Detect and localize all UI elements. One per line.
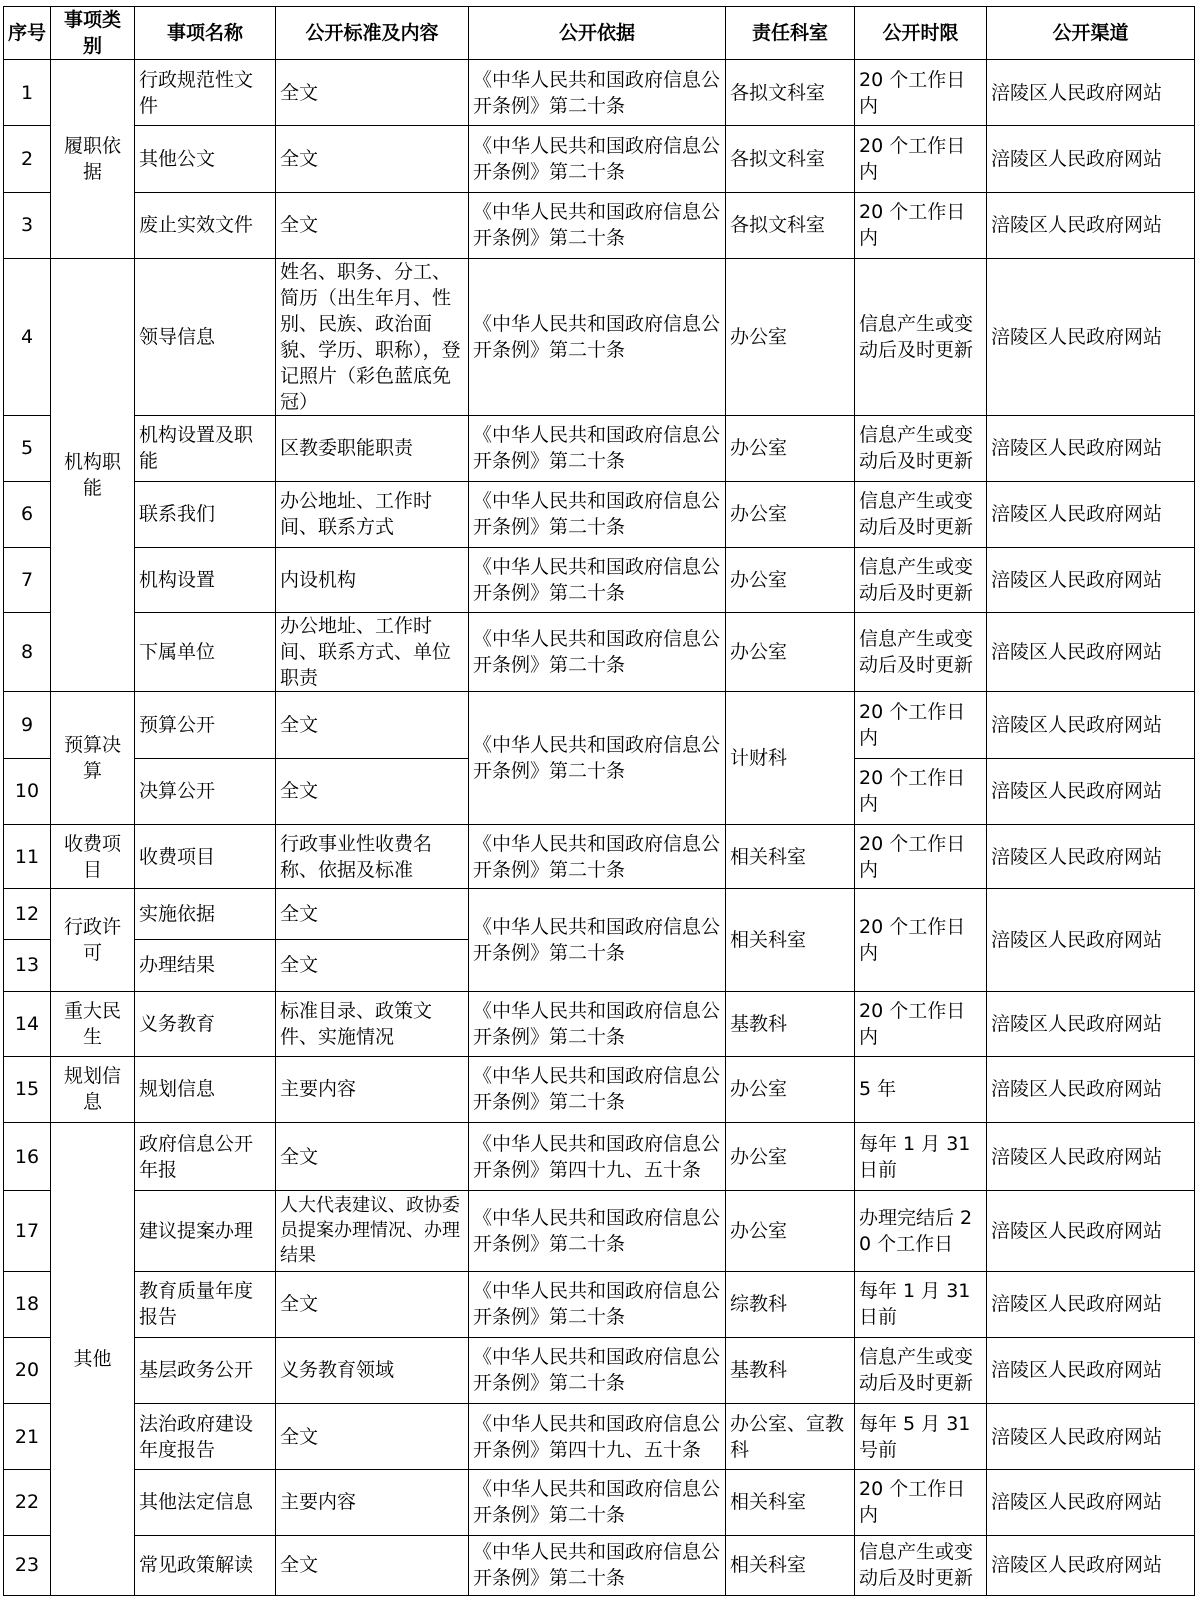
row-dept: 相关科室: [726, 1535, 855, 1595]
row-dept: 各拟文科室: [726, 192, 855, 258]
row-seq: 22: [4, 1470, 51, 1535]
row-item: 领导信息: [135, 258, 276, 416]
row-limit: 信息产生或变动后及时更新: [855, 416, 987, 481]
row-seq: 12: [4, 889, 51, 940]
row-dept: 办公室: [726, 547, 855, 612]
row-channel: 涪陵区人民政府网站: [987, 613, 1195, 692]
row-limit: 20 个工作日内: [855, 192, 987, 258]
row-basis: 《中华人民共和国政府信息公开条例》第二十条: [469, 889, 726, 991]
category-cell: 重大民生: [51, 991, 135, 1056]
row-item: 实施依据: [135, 889, 276, 940]
row-channel: 涪陵区人民政府网站: [987, 692, 1195, 758]
table-row: [4, 1123, 1195, 1191]
category-cell: 履职依据: [51, 60, 135, 259]
table-row: [4, 889, 1195, 940]
table-row: [4, 481, 1195, 547]
row-content: 全文: [276, 692, 469, 758]
row-content: 内设机构: [276, 547, 469, 612]
row-content: 主要内容: [276, 1056, 469, 1122]
row-basis: 《中华人民共和国政府信息公开条例》第二十条: [469, 824, 726, 888]
row-item: 机构设置: [135, 547, 276, 612]
table-row: [4, 991, 1195, 1056]
row-limit: 20 个工作日内: [855, 126, 987, 192]
row-channel: 涪陵区人民政府网站: [987, 192, 1195, 258]
table-row: [4, 613, 1195, 692]
row-dept: 办公室: [726, 1191, 855, 1271]
table-row: [4, 692, 1195, 758]
row-content: 全文: [276, 1271, 469, 1337]
row-channel: 涪陵区人民政府网站: [987, 758, 1195, 824]
row-limit: 20 个工作日内: [855, 60, 987, 126]
disclosure-table: [3, 6, 1195, 1596]
row-basis: 《中华人民共和国政府信息公开条例》第二十条: [469, 692, 726, 825]
row-dept: 办公室: [726, 258, 855, 416]
row-content: 全文: [276, 940, 469, 991]
row-seq: 9: [4, 692, 51, 758]
row-content: 标准目录、政策文件、实施情况: [276, 991, 469, 1056]
row-item: 基层政务公开: [135, 1337, 276, 1403]
row-seq: 18: [4, 1271, 51, 1337]
category-cell: 预算决算: [51, 692, 135, 825]
row-content: 主要内容: [276, 1470, 469, 1535]
header-category: 事项类别: [51, 7, 135, 60]
row-limit: 20 个工作日内: [855, 991, 987, 1056]
row-limit: 信息产生或变动后及时更新: [855, 547, 987, 612]
row-seq: 5: [4, 416, 51, 481]
row-basis: 《中华人民共和国政府信息公开条例》第二十条: [469, 1191, 726, 1271]
row-content: 区教委职能职责: [276, 416, 469, 481]
row-dept: 办公室: [726, 1056, 855, 1122]
row-content: 办公地址、工作时间、联系方式: [276, 481, 469, 547]
row-basis: 《中华人民共和国政府信息公开条例》第四十九、五十条: [469, 1404, 726, 1470]
category-cell: 其他: [51, 1123, 135, 1596]
row-item: 废止实效文件: [135, 192, 276, 258]
row-basis: 《中华人民共和国政府信息公开条例》第二十条: [469, 547, 726, 612]
row-basis: 《中华人民共和国政府信息公开条例》第二十条: [469, 481, 726, 547]
row-basis: 《中华人民共和国政府信息公开条例》第二十条: [469, 192, 726, 258]
row-channel: 涪陵区人民政府网站: [987, 991, 1195, 1056]
row-dept: 办公室、宣教科: [726, 1404, 855, 1470]
row-channel: 涪陵区人民政府网站: [987, 1470, 1195, 1535]
row-dept: 办公室: [726, 613, 855, 692]
row-dept: 相关科室: [726, 824, 855, 888]
row-seq: 16: [4, 1123, 51, 1191]
row-channel: 涪陵区人民政府网站: [987, 547, 1195, 612]
row-item: 联系我们: [135, 481, 276, 547]
row-item: 政府信息公开年报: [135, 1123, 276, 1191]
row-basis: 《中华人民共和国政府信息公开条例》第二十条: [469, 60, 726, 126]
row-seq: 23: [4, 1535, 51, 1595]
category-cell: 规划信息: [51, 1056, 135, 1122]
row-content: 全文: [276, 758, 469, 824]
table-row: [4, 1056, 1195, 1122]
row-content: 全文: [276, 1535, 469, 1595]
row-channel: 涪陵区人民政府网站: [987, 60, 1195, 126]
row-channel: 涪陵区人民政府网站: [987, 1191, 1195, 1271]
table-row: [4, 126, 1195, 192]
row-basis: 《中华人民共和国政府信息公开条例》第二十条: [469, 1056, 726, 1122]
row-channel: 涪陵区人民政府网站: [987, 258, 1195, 416]
row-content: 办公地址、工作时间、联系方式、单位职责: [276, 613, 469, 692]
header-limit: 公开时限: [855, 7, 987, 60]
row-content: 全文: [276, 126, 469, 192]
row-limit: 20 个工作日内: [855, 824, 987, 888]
row-item: 常见政策解读: [135, 1535, 276, 1595]
row-content: 人大代表建议、政协委员提案办理情况、办理结果: [276, 1191, 469, 1271]
row-basis: 《中华人民共和国政府信息公开条例》第二十条: [469, 1271, 726, 1337]
row-dept: 相关科室: [726, 1470, 855, 1535]
row-item: 机构设置及职能: [135, 416, 276, 481]
row-dept: 基教科: [726, 1337, 855, 1403]
row-basis: 《中华人民共和国政府信息公开条例》第二十条: [469, 1337, 726, 1403]
row-seq: 1: [4, 60, 51, 126]
row-content: 全文: [276, 889, 469, 940]
row-channel: 涪陵区人民政府网站: [987, 1056, 1195, 1122]
row-channel: 涪陵区人民政府网站: [987, 416, 1195, 481]
row-basis: 《中华人民共和国政府信息公开条例》第二十条: [469, 416, 726, 481]
row-basis: 《中华人民共和国政府信息公开条例》第二十条: [469, 991, 726, 1056]
row-content: 全文: [276, 1123, 469, 1191]
table-row: [4, 258, 1195, 416]
header-channel: 公开渠道: [987, 7, 1195, 60]
header-seq: 序号: [4, 7, 51, 60]
row-limit: 每年 1 月 31 日前: [855, 1123, 987, 1191]
row-dept: 基教科: [726, 991, 855, 1056]
table-row: [4, 1470, 1195, 1535]
row-limit: 办理完结后 20 个工作日: [855, 1191, 987, 1271]
row-item: 法治政府建设年度报告: [135, 1404, 276, 1470]
header-row: [4, 7, 1195, 60]
table-row: [4, 192, 1195, 258]
row-content: 姓名、职务、分工、简历（出生年月、性别、民族、政治面貌、学历、职称），登记照片（彩色蓝底免冠）: [276, 258, 469, 416]
row-item: 下属单位: [135, 613, 276, 692]
header-item: 事项名称: [135, 7, 276, 60]
row-seq: 20: [4, 1337, 51, 1403]
row-channel: 涪陵区人民政府网站: [987, 1535, 1195, 1595]
header-basis: 公开依据: [469, 7, 726, 60]
header-content: 公开标准及内容: [276, 7, 469, 60]
row-seq: 11: [4, 824, 51, 888]
row-item: 行政规范性文件: [135, 60, 276, 126]
row-limit: 信息产生或变动后及时更新: [855, 613, 987, 692]
row-content: 全文: [276, 1404, 469, 1470]
row-limit: 信息产生或变动后及时更新: [855, 1535, 987, 1595]
row-basis: 《中华人民共和国政府信息公开条例》第二十条: [469, 613, 726, 692]
row-limit: 每年 1 月 31 日前: [855, 1271, 987, 1337]
row-seq: 8: [4, 613, 51, 692]
row-content: 全文: [276, 60, 469, 126]
row-seq: 10: [4, 758, 51, 824]
row-dept: 各拟文科室: [726, 60, 855, 126]
row-seq: 6: [4, 481, 51, 547]
row-limit: 20 个工作日内: [855, 1470, 987, 1535]
row-limit: 20 个工作日内: [855, 692, 987, 758]
row-seq: 4: [4, 258, 51, 416]
row-channel: 涪陵区人民政府网站: [987, 1271, 1195, 1337]
row-seq: 14: [4, 991, 51, 1056]
table-row: [4, 1191, 1195, 1271]
row-item: 预算公开: [135, 692, 276, 758]
row-dept: 综教科: [726, 1271, 855, 1337]
row-channel: 涪陵区人民政府网站: [987, 1123, 1195, 1191]
row-basis: 《中华人民共和国政府信息公开条例》第二十条: [469, 126, 726, 192]
row-item: 其他公文: [135, 126, 276, 192]
row-basis: 《中华人民共和国政府信息公开条例》第四十九、五十条: [469, 1123, 726, 1191]
row-dept: 办公室: [726, 481, 855, 547]
header-dept: 责任科室: [726, 7, 855, 60]
row-limit: 20 个工作日内: [855, 758, 987, 824]
row-dept: 办公室: [726, 416, 855, 481]
row-item: 其他法定信息: [135, 1470, 276, 1535]
row-item: 决算公开: [135, 758, 276, 824]
row-basis: 《中华人民共和国政府信息公开条例》第二十条: [469, 1470, 726, 1535]
row-channel: 涪陵区人民政府网站: [987, 1404, 1195, 1470]
row-item: 规划信息: [135, 1056, 276, 1122]
row-limit: 5 年: [855, 1056, 987, 1122]
row-content: 全文: [276, 192, 469, 258]
row-dept: 各拟文科室: [726, 126, 855, 192]
row-basis: 《中华人民共和国政府信息公开条例》第二十条: [469, 258, 726, 416]
row-seq: 2: [4, 126, 51, 192]
row-channel: 涪陵区人民政府网站: [987, 1337, 1195, 1403]
table-row: [4, 60, 1195, 126]
row-seq: 3: [4, 192, 51, 258]
row-channel: 涪陵区人民政府网站: [987, 126, 1195, 192]
row-dept: 办公室: [726, 1123, 855, 1191]
row-channel: 涪陵区人民政府网站: [987, 889, 1195, 991]
table-row: [4, 547, 1195, 612]
row-content: 义务教育领域: [276, 1337, 469, 1403]
row-seq: 21: [4, 1404, 51, 1470]
category-cell: 收费项目: [51, 824, 135, 888]
row-limit: 信息产生或变动后及时更新: [855, 481, 987, 547]
row-channel: 涪陵区人民政府网站: [987, 481, 1195, 547]
row-channel: 涪陵区人民政府网站: [987, 824, 1195, 888]
table-row: [4, 1535, 1195, 1595]
row-limit: 信息产生或变动后及时更新: [855, 1337, 987, 1403]
row-basis: 《中华人民共和国政府信息公开条例》第二十条: [469, 1535, 726, 1595]
category-cell: 机构职能: [51, 258, 135, 692]
table-row: [4, 1404, 1195, 1470]
row-dept: 相关科室: [726, 889, 855, 991]
table-row: [4, 1337, 1195, 1403]
row-seq: 7: [4, 547, 51, 612]
table-row: [4, 416, 1195, 481]
row-limit: 20 个工作日内: [855, 889, 987, 991]
row-content: 行政事业性收费名称、依据及标准: [276, 824, 469, 888]
row-seq: 13: [4, 940, 51, 991]
row-limit: 信息产生或变动后及时更新: [855, 258, 987, 416]
table-row: [4, 824, 1195, 888]
row-item: 义务教育: [135, 991, 276, 1056]
table-row: [4, 1271, 1195, 1337]
row-item: 教育质量年度报告: [135, 1271, 276, 1337]
row-seq: 15: [4, 1056, 51, 1122]
category-cell: 行政许可: [51, 889, 135, 991]
row-item: 办理结果: [135, 940, 276, 991]
row-dept: 计财科: [726, 692, 855, 825]
row-item: 收费项目: [135, 824, 276, 888]
row-limit: 每年 5 月 31 号前: [855, 1404, 987, 1470]
row-seq: 17: [4, 1191, 51, 1271]
row-item: 建议提案办理: [135, 1191, 276, 1271]
